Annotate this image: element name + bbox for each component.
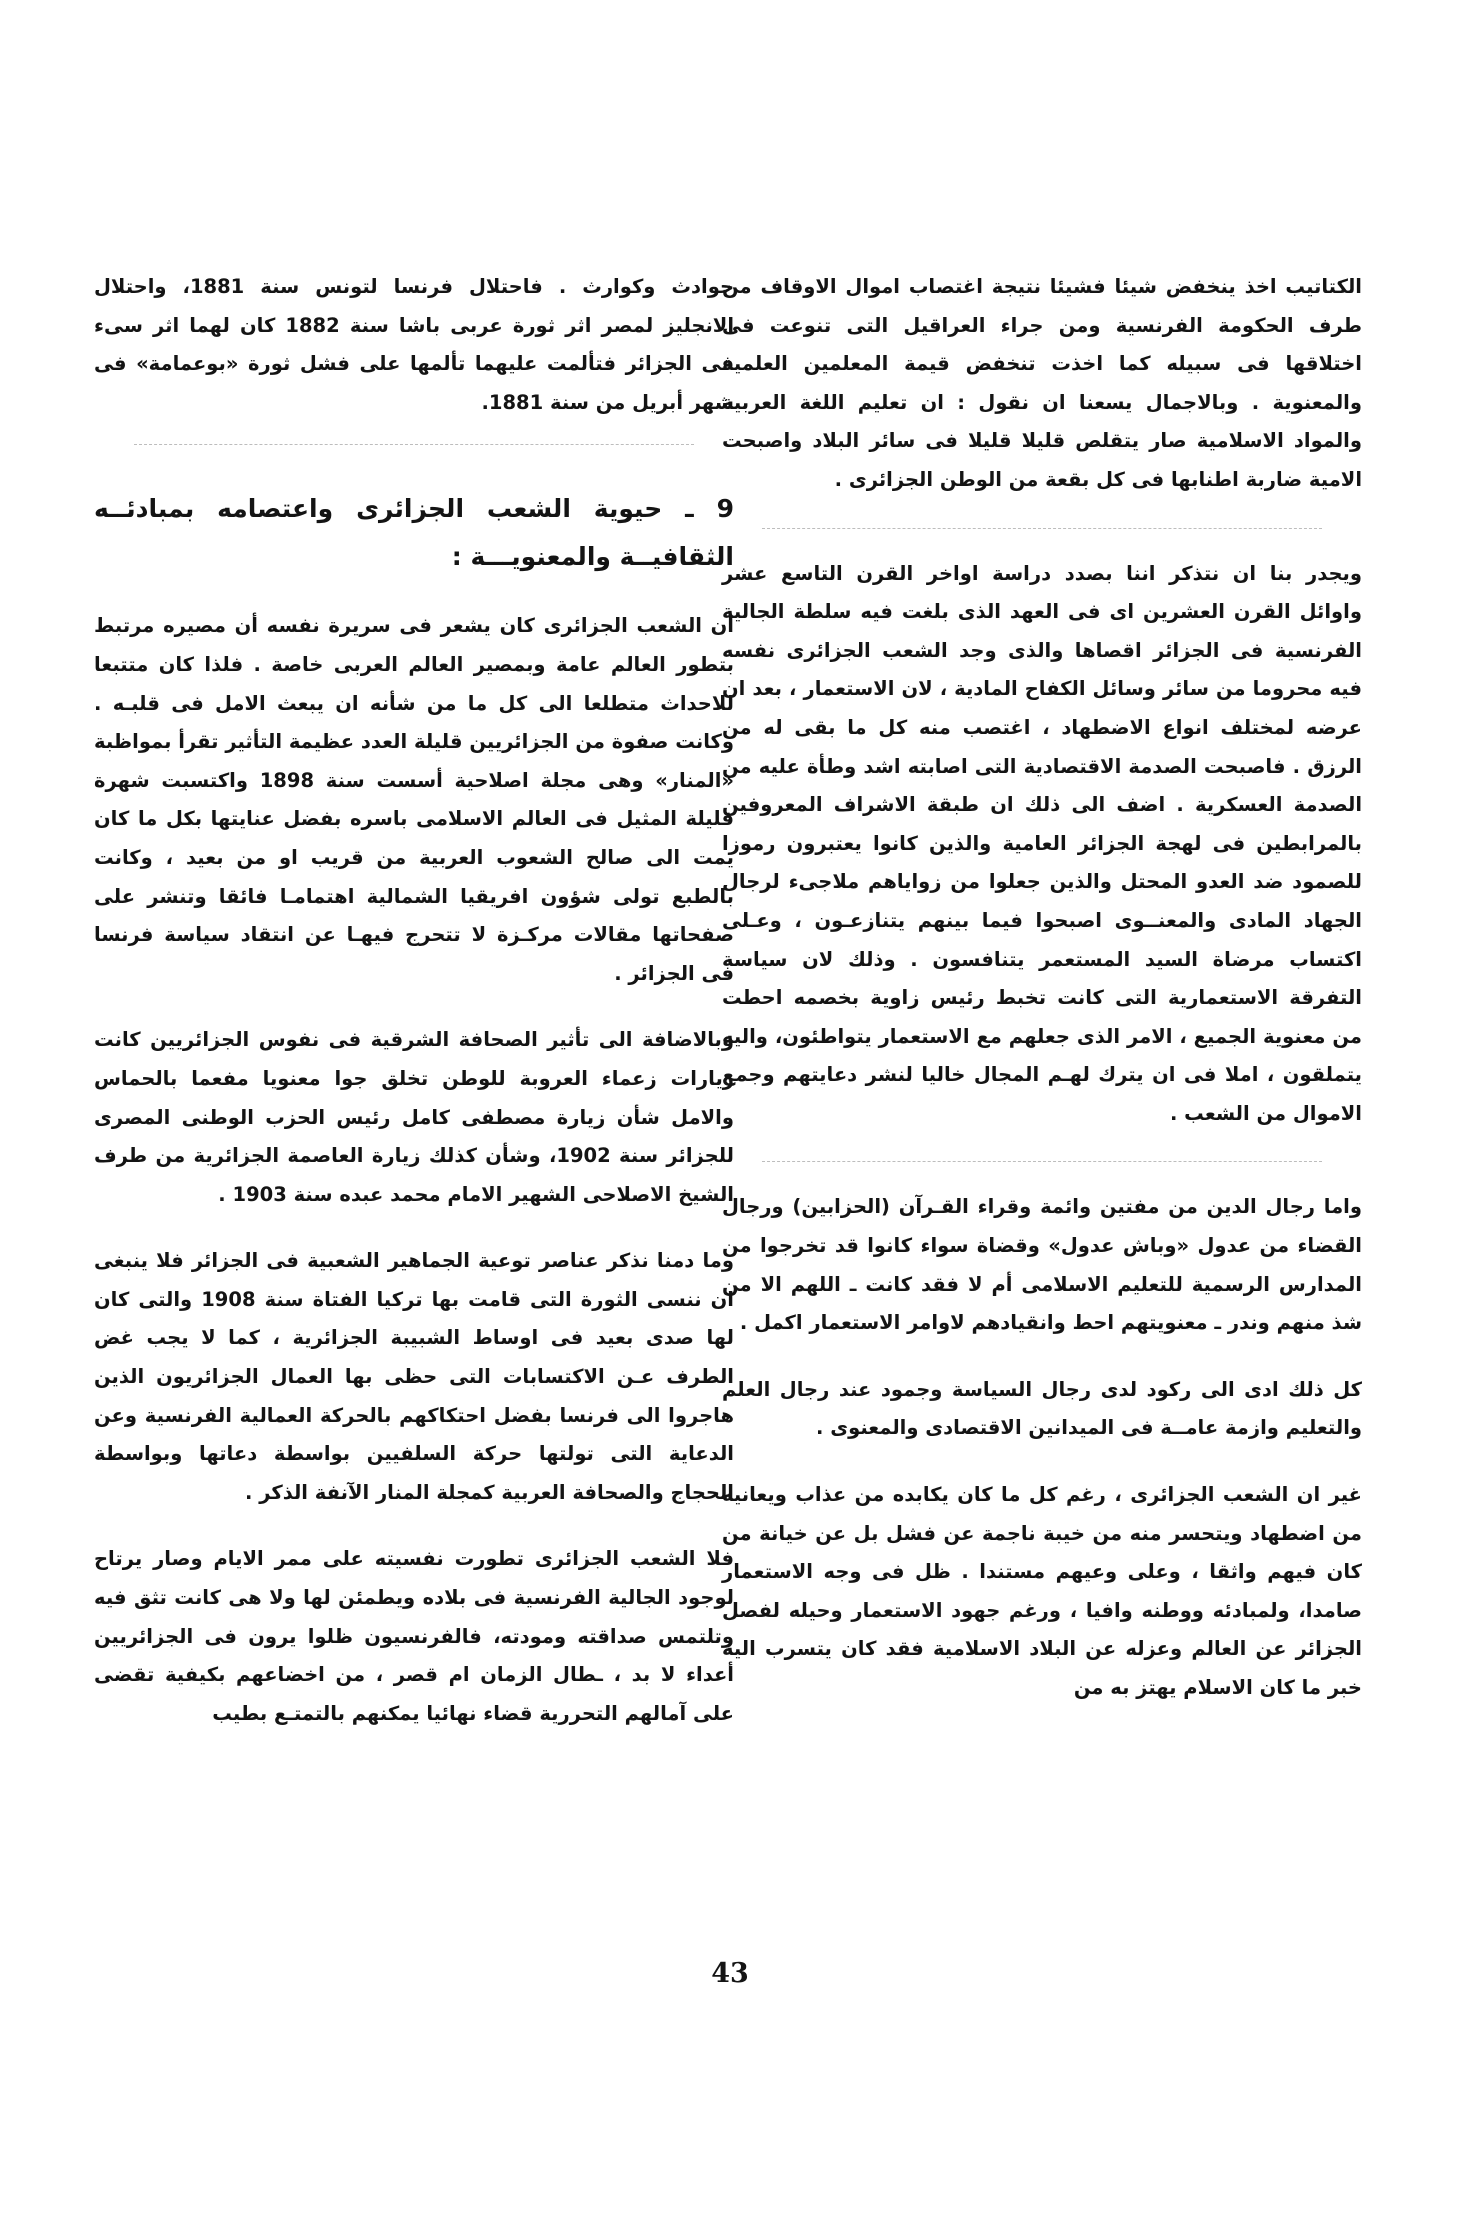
paragraph: الكتاتيب اخذ ينخفض شيئا فشيئا نتيجة اغتصاب اموال الاوقاف من طرف الحكومة الفرنسية ومن جراء العراقيل التى تنوعت فى اختلاقها فى سبيله كما اخذت تنخفض قيمة المعلمين العلمية والمعنوية . وبالاجمال يسعنا ان نقول : ان تعليم اللغة العربية والمواد الاسلامية صار يتقلص قليلا قليلا فى سائر البلاد واصبحت الامية ضاربة اطنابها فى كل بقعة من الوطن الجزائرى . [722,275,1362,491]
left-column [94,268,734,1761]
paragraph: وبالاضافة الى تأثير الصحافة الشرقية فى نفوس الجزائريين كانت زيارات زعماء العروبة للوطن تخلق جوا معنويا مفعما بالحماس والامل شأن زيارة مصطفى كامل رئيس الحزب الوطنى المصرى للجزائر سنة 1902، وشأن كذلك زيارة العاصمة الجزائرية من طرف الشيخ الاصلاحى الشهير الامام محمد عبده سنة 1903 . [94,1028,734,1206]
paragraph: فلا الشعب الجزائرى تطورت نفسيته على ممر الايام وصار يرتاح لوجود الجالية الفرنسية فى بلاده ويطمئن لها ولا هى كانت تثق فيه وتلتمس صداقته ومودته، فالفرنسيون ظلوا يرون فى الجزائريين أعداء لا بد ، ـطال الزمان ام قصر ، من اخضاعهم بكيفية تقضى على آمالهم التحررية قضاء نهائيا يمكنهم بالتمتـع بطيب [94,1547,734,1725]
paragraph: غير ان الشعب الجزائرى ، رغم كل ما كان يكابده من عذاب ويعانيه من اضطهاد ويتحسر منه من خيبة ناجمة عن فشل بل عن خيانة من كان فيهم واثقا ، وعلى وعيهم مستندا . ظل فى وجه الاستعمار صامدا، ولمبادئه ووطنه وافيا ، ورغم جهود الاستعمار وحيله لفصل الجزائر عن العالم وعزله عن البلاد الاسلامية فقد كان يتسرب اليه خبر ما كان الاسلام يهتز به من [722,1483,1362,1699]
paragraph: ويجدر بنا ان نتذكر اننا بصدد دراسة اواخر القرن التاسع عشر واوائل القرن العشرين اى فى العهد الذى بلغت فيه سلطة الجالية الفرنسية فى الجزائر اقصاها والذى وجد الشعب الجزائرى نفسه فيه محروما من سائر وسائل الكفاح المادية ، لان الاستعمار ، بعد ان عرضه لمختلف انواع الاضطهاد ، اغتصب منه كل ما بقى له من الرزق . فاصبحت الصدمة الاقتصادية التى اصابته اشد وطأة عليه من الصدمة العسكرية . اضف الى ذلك ان طبقة الاشراف المعروفين بالمرابطين فى لهجة الجزائر العامية والذين كانوا يعتبرون رموزا للصمود ضد العدو المحتل والذين جعلوا من زواياهم ملاجىء لرجال الجهاد المادى والمعنــوى اصبحوا فيما بينهم يتنازعـون ، وعـلى اكتساب مرضاة السيد المستعمر يتنافسون . وذلك لان سياسة التفرقة الاستعمارية التى كانت تخبط رئيس زاوية بخصمه احطت من معنوية الجميع ، الامر الذى جعلهم مع الاستعمار يتواطئون، واليه يتملقون ، املا فى ان يترك لهـم المجال خاليا لنشر دعايتهم وجمع الاموال من الشعب . [722,561,1362,1125]
divider [762,528,1322,529]
right-column [722,268,1362,1736]
paragraph: وما دمنا نذكر عناصر توعية الجماهير الشعبية فى الجزائر فلا ينبغى ان ننسى الثورة التى قامت بها تركيا الفتاة سنة 1908 والتى كان لها صدى بعيد فى اوساط الشبيبة الجزائرية ، كما لا يجب غض الطرف عـن الاكتسابات التى حظى بها العمال الجزائريون الذين هاجروا الى فرنسا بفضل احتكاكهم بالحركة العمالية الفرنسية وعن الدعاية التى تولتها حركة السلفيين بواسطة دعاتها وبواسطة الحجاج والصحافة العربية كمجلة المنار الآنفة الذكر . [94,1249,734,1504]
paragraph: حوادث وكوارث . فاحتلال فرنسا لتونس سنة 1881، واحتلال الانجليز لمصر اثر ثورة عربى باشا سنة 1882 كان لهما اثر سىء فى الجزائر فتألمت عليهما تألمها على فشل ثورة «بوعمامة» فى شهر أبريل من سنة 1881. [94,275,734,414]
divider [134,444,694,445]
paragraph: كل ذلك ادى الى ركود لدى رجال السياسة وجمود عند رجال العلم والتعليم وازمة عامــة فى الميدانين الاقتصادى والمعنوى . [722,1377,1362,1440]
paragraph: ان الشعب الجزائرى كان يشعر فى سريرة نفسه أن مصيره مرتبط بتطور العالم عامة وبمصير العالم العربى خاصة . فلذا كان متتبعا للاحداث متطلعا الى كل ما من شأنه ان يبعث الامل فى قلبـه . وكانت صفوة من الجزائريين قليلة العدد عظيمة التأثير تقرأ بمواظبة «المنار» وهى مجلة اصلاحية أسست سنة 1898 واكتسبت شهرة قليلة المثيل فى العالم الاسلامى باسره بفضل عنايتها بكل ما كان يمت الى صالح الشعوب العربية من قريب او من بعيد ، وكانت بالطبع تولى شؤون افريقيا الشمالية اهتمامـا فائقا وتنشر على صفحاتها مقالات مركـزة لا تتحرج فيهـا عن انتقاد سياسة فرنسا فى الجزائر . [94,614,734,985]
divider [762,1161,1322,1162]
paragraph: واما رجال الدين من مفتين وائمة وقراء القـرآن (الحزابين) ورجال القضاء من عدول «وباش عدول» وقضاة سواء كانوا قد تخرجوا من المدارس الرسمية للتعليم الاسلامى أم لا فقد كانت ـ اللهم الا من شذ منهم وندر ـ معنويتهم احط وانقيادهم لاوامر الاستعمار اكمل . [722,1195,1362,1335]
section-heading: 9 ـ حيوية الشعب الجزائرى واعتصامه بمبادئــه الثقافيــة والمعنويـــة : [94,494,734,572]
page-number: 43 [711,1958,749,1989]
